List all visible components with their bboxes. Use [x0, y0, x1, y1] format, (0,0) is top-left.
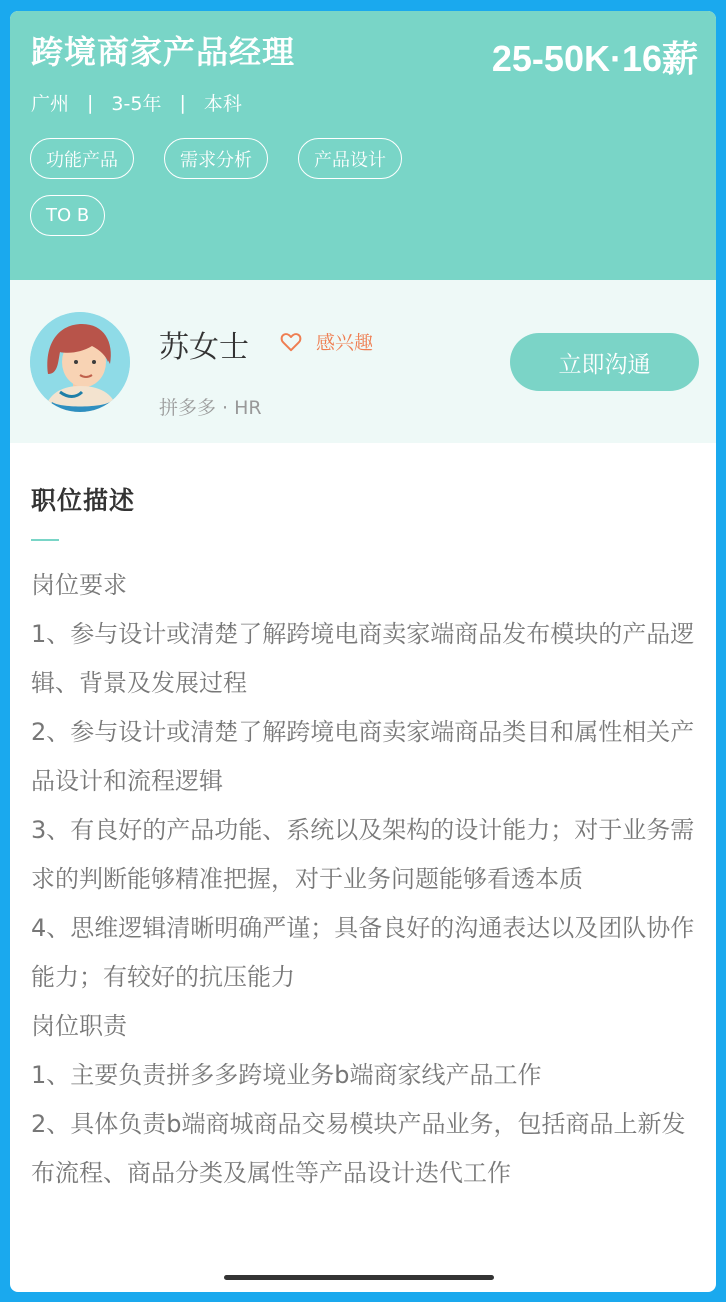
chat-now-button[interactable]: 立即沟通 [510, 333, 699, 391]
description-line: 1、参与设计或清楚了解跨境电商卖家端商品发布模块的产品逻辑、背景及发展过程 [31, 620, 695, 697]
recruiter-company: 拼多多 · HR [159, 397, 262, 419]
avatar[interactable] [30, 312, 130, 412]
heading-underline [31, 539, 59, 541]
job-city: 广州 [31, 93, 70, 115]
description-line: 4、思维逻辑清晰明确严谨；具备良好的沟通表达以及团队协作能力；有较好的抗压能力 [31, 914, 695, 991]
description-line: 2、具体负责b端商城商品交易模块产品业务，包括商品上新发布流程、商品分类及属性等产品设计迭代工作 [31, 1110, 686, 1187]
interest-toggle[interactable] [280, 328, 373, 355]
heart-icon [280, 332, 302, 352]
job-detail-card [10, 11, 716, 1292]
job-title: 跨境商家产品经理 [31, 33, 296, 71]
skill-tag[interactable]: 功能产品 [30, 138, 134, 179]
description-body [31, 561, 701, 1198]
meta-separator: | [87, 91, 94, 114]
recruiter-name: 苏女士 [159, 330, 249, 365]
description-line: 3、有良好的产品功能、系统以及架构的设计能力；对于业务需求的判断能够精准把握，对于业务问题能够看透本质 [31, 816, 695, 893]
skill-tag[interactable]: 需求分析 [164, 138, 268, 179]
job-experience: 3-5年 [111, 93, 162, 115]
job-meta [31, 89, 242, 116]
meta-separator: | [179, 91, 186, 114]
interest-label: 感兴趣 [316, 332, 374, 354]
salary: 25-50K·16薪 [491, 38, 698, 79]
job-header [10, 11, 716, 280]
avatar-illustration [30, 312, 130, 412]
description-line: 岗位要求 [31, 571, 127, 599]
skill-tags [30, 138, 470, 236]
description-line: 岗位职责 [31, 1012, 127, 1040]
job-education: 本科 [203, 93, 242, 115]
recruiter-section [10, 280, 716, 443]
description-line: 2、参与设计或清楚了解跨境电商卖家端商品类目和属性相关产品设计和流程逻辑 [31, 718, 695, 795]
description-line: 1、主要负责拼多多跨境业务b端商家线产品工作 [31, 1061, 542, 1089]
home-indicator[interactable] [224, 1275, 494, 1280]
skill-tag[interactable]: 产品设计 [298, 138, 402, 179]
skill-tag[interactable]: TO B [30, 195, 105, 236]
job-description [31, 481, 701, 1198]
description-heading: 职位描述 [31, 486, 136, 515]
